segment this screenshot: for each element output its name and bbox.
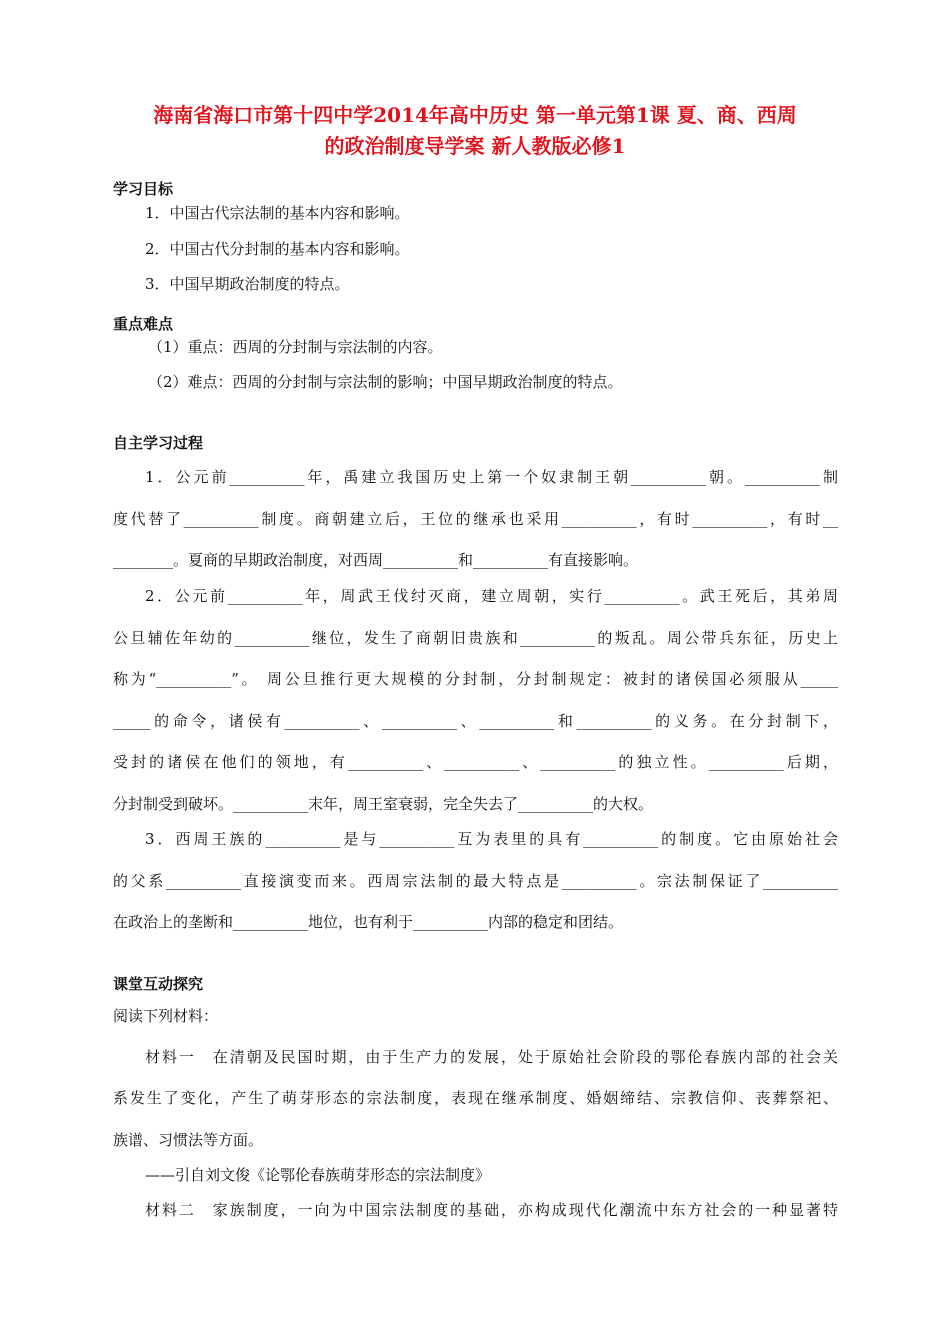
self-study-line: 2．公元前__________年，周武王伐纣灭商，建立周朝，实行__________。武王死后，其弟周 [145, 587, 838, 605]
keypoint-item: （2）难点：西周的分封制与宗法制的影响；中国早期政治制度的特点。 [148, 373, 623, 391]
objectives-heading: 学习目标 [113, 180, 174, 198]
self-study-line: 称为“__________”。 周公旦推行更大规模的分封制，分封制规定：被封的诸侯国必须服从_____ [113, 670, 838, 688]
objective-item: 2．中国古代分封制的基本内容和影响。 [145, 240, 410, 258]
self-study-line: 公旦辅佐年幼的__________继位，发生了商朝旧贵族和__________的叛乱。周公带兵东征，历史上 [113, 629, 838, 647]
self-study-line: _____的命令，诸侯有__________、__________、__________和__________的义务。在分封制下， [113, 712, 838, 730]
self-study-line: 的父系__________直接演变而来。西周宗法制的最大特点是__________。宗法制保证了__________ [113, 872, 838, 890]
self-study-line: 受封的诸侯在他们的领地，有__________、__________、__________的独立性。__________后期， [113, 753, 838, 771]
self-study-line: ________。夏商的早期政治制度，对西周__________和__________有直接影响。 [113, 551, 639, 569]
material-line: 材料一 在清朝及民国时期，由于生产力的发展，处于原始社会阶段的鄂伦春族内部的社会关 [145, 1048, 838, 1066]
self-study-line: 分封制受到破坏。__________末年，周王室衰弱，完全失去了__________的大权。 [113, 795, 654, 813]
self-study-line: 1．公元前__________年，禹建立我国历史上第一个奴隶制王朝__________朝。__________制 [145, 468, 838, 486]
self-study-line: 3．西周王族的__________是与__________互为表里的具有__________的制度。它由原始社会 [145, 830, 838, 848]
document-title-line-1: 海南省海口市第十四中学2014年高中历史 第一单元第1课 夏、商、西周 [153, 103, 797, 127]
keypoint-item: （1）重点：西周的分封制与宗法制的内容。 [148, 338, 443, 356]
document-title-line-2: 的政治制度导学案 新人教版必修1 [324, 134, 626, 158]
material-line: 系发生了变化，产生了萌芽形态的宗法制度，表现在继承制度、婚姻缔结、宗教信仰、丧葬祭祀、 [113, 1089, 838, 1107]
objective-item: 1．中国古代宗法制的基本内容和影响。 [145, 204, 410, 222]
keypoints-heading: 重点难点 [113, 315, 174, 333]
explore-heading: 课堂互动探究 [113, 975, 204, 993]
self-study-line: 度代替了__________制度。商朝建立后，王位的继承也采用__________，有时__________，有时__ [113, 510, 838, 528]
self-study-heading: 自主学习过程 [113, 434, 204, 452]
explore-intro: 阅读下列材料： [113, 1007, 219, 1025]
material-line: 族谱、习惯法等方面。 [113, 1131, 264, 1149]
material-citation: ——引自刘文俊《论鄂伦春族萌芽形态的宗法制度》 [145, 1166, 491, 1184]
material-line: 材料二 家族制度，一向为中国宗法制度的基础，亦构成现代化潮流中东方社会的一种显著特 [145, 1201, 838, 1219]
self-study-line: 在政治上的垄断和__________地位，也有利于__________内部的稳定和团结。 [113, 913, 624, 931]
objective-item: 3．中国早期政治制度的特点。 [145, 275, 350, 293]
